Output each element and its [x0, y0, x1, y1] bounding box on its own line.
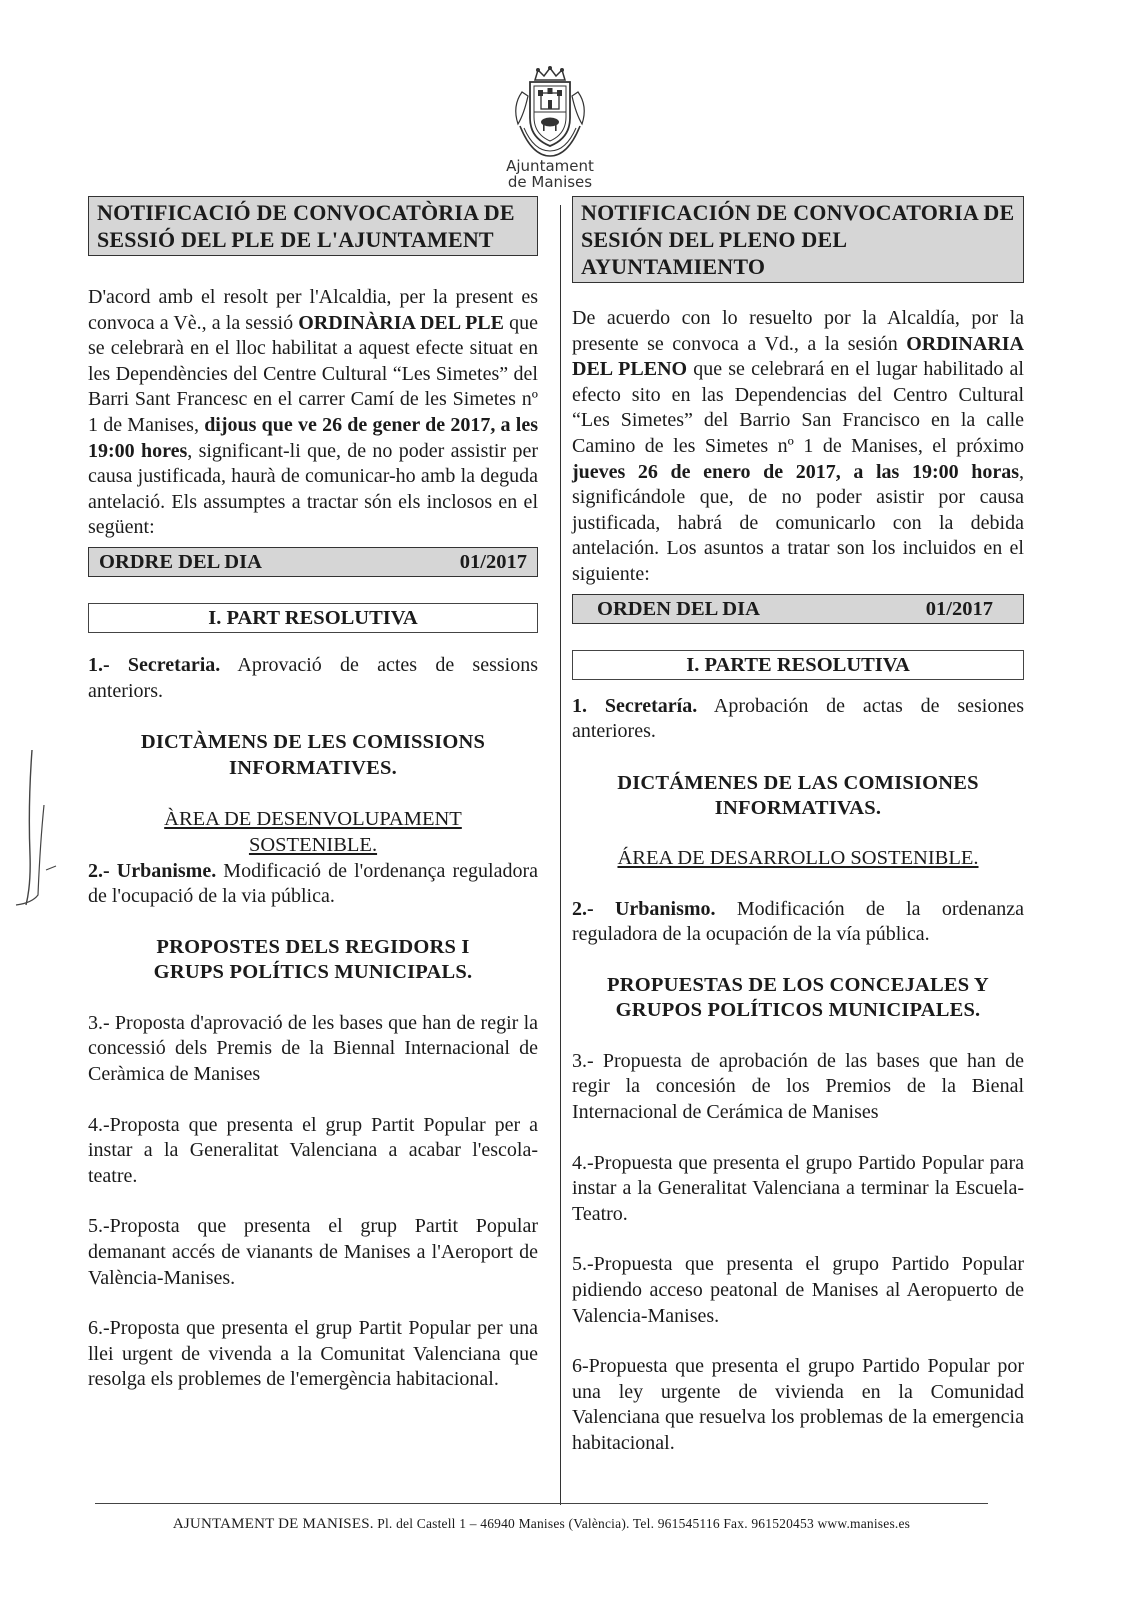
agenda-item-3: 3.- Proposta d'aprovació de les bases que han de regir la concessió dels Premis de la Biennal Internacional de Ceràmica de Manises [88, 1011, 538, 1086]
heading-line-1: PROPOSTES DELS REGIDORS I [156, 935, 470, 958]
heading-line-1: PROPUESTAS DE LOS CONCEJALES Y [607, 973, 989, 996]
item-department: Urbanisme. [116, 859, 217, 882]
notification-title [572, 196, 1024, 283]
agenda-item-5: 5.-Propuesta que presenta el grupo Partido Popular pidiendo acceso peatonal de Manises al Aeropuerto de Valencia-Manises. [572, 1253, 1024, 1327]
agenda-item-6: 6-Propuesta que presenta el grupo Partido Popular por una ley urgente de vivienda en la Comunidad Valenciana que resuelva los problemas de la emergencia habitacional. [572, 1355, 1024, 1454]
agenda-item-6: 6.-Proposta que presenta el grup Partit Popular per una llei urgent de vivenda a la Comunitat Valenciana que resolga els problemes de l'emergència habitacional. [88, 1317, 538, 1391]
section-heading-propostes [88, 935, 538, 986]
item-department: Secretaria. [127, 653, 221, 676]
heading-line-2: INFORMATIVAS. [714, 797, 882, 820]
heading-line-2: GRUPOS POLÍTICOS MUNICIPALES. [615, 999, 981, 1022]
coat-of-arms-icon [508, 66, 592, 158]
item-department: Urbanismo. [614, 897, 716, 920]
session-date: jueves 26 de enero de 2017, a las 19:00 horas [572, 460, 1019, 483]
agenda-item-4: 4.-Propuesta que presenta el grupo Partido Popular para instar a la Generalitat Valenciana a terminar la Escuela-Teatro. [572, 1151, 1024, 1225]
heading-line-1: DICTÁMENES DE LAS COMISIONES [617, 771, 979, 794]
agenda-label: ORDRE DEL DIA [99, 550, 262, 573]
logo-line-1: Ajuntament [506, 157, 594, 175]
agenda-item-3: 3.- Propuesta de aprobación de las bases que han de regir la concesión de los Premios de la Bienal Internacional de Cerámica de Manises [572, 1049, 1024, 1124]
item-number: 1. [572, 694, 605, 717]
agenda-item-4: 4.-Proposta que presenta el grup Partit Popular per a instar a la Generalitat Valenciana a acabar l'escola-teatre. [88, 1113, 538, 1187]
footer [95, 1514, 988, 1534]
intro-text-c: , significant-li que, de no poder assistir per causa justificada, haurà de comunicar-ho amb la deguda antelació. Els assumptes a tractar són els inclosos en el següent: [88, 439, 538, 539]
intro-paragraph [88, 285, 538, 541]
municipal-logo [505, 66, 595, 190]
item-number: 1.- [88, 653, 128, 676]
agenda-item-2 [88, 859, 538, 910]
notification-title [88, 196, 538, 256]
title-line-1: NOTIFICACIÓN DE CONVOCATORIA DE [581, 200, 1015, 225]
part-label: I. PART RESOLUTIVA [88, 603, 538, 633]
session-type: ORDINARIA DEL PLENO [572, 332, 1024, 381]
column-divider [560, 205, 561, 1505]
agenda-label: ORDEN DEL DIA [597, 597, 760, 620]
item-text: Modificación de la ordenanza reguladora de la ocupación de la vía pública. [572, 897, 1024, 946]
logo-line-2: de Manises [507, 173, 593, 191]
footer-org: AJUNTAMENT DE MANISES. [172, 1516, 374, 1532]
item-text: Modificació de l'ordenança reguladora de l'ocupació de la via pública. [88, 859, 538, 908]
area-line-1: ÁREA DE DESARROLLO SOSTENIBLE. [617, 846, 979, 869]
session-date: dijous que ve 26 de gener de 2017, a les 19:00 hores [88, 413, 538, 462]
area-heading [88, 807, 538, 858]
heading-line-2: GRUPS POLÍTICS MUNICIPALS. [153, 961, 473, 984]
session-type: ORDINÀRIA DEL PLE [298, 311, 504, 334]
intro-text-a: De acuerdo con lo resuelto por la Alcaldía, por la presente se convoca a Vd., a la sesión [572, 307, 1024, 355]
agenda-number: 01/2017 [925, 597, 993, 620]
title-line-2: SESIÓN DEL PLENO DEL AYUNTAMIENTO [581, 227, 847, 279]
title-line-1: NOTIFICACIÓ DE CONVOCATÒRIA DE [97, 200, 515, 225]
agenda-box [572, 594, 1024, 624]
area-line-2: SOSTENIBLE. [248, 833, 378, 856]
section-heading-propuestas [572, 973, 1024, 1024]
item-department: Secretaría. [604, 694, 698, 717]
section-heading-dictamens [88, 730, 538, 781]
item-number: 2.- [88, 859, 117, 882]
part-label: I. PARTE RESOLUTIVA [572, 650, 1024, 680]
intro-text-c: , significándole que, de no poder asistir por causa justificada, habrá de comunicarlo con la debida antelación. Los asuntos a tratar son los incluidos en el siguiente: [572, 460, 1024, 585]
item-number: 2.- [572, 897, 615, 920]
heading-line-2: INFORMATIVES. [229, 756, 397, 779]
intro-text-a: D'acord amb el resolt per l'Alcaldia, per la present es convoca a Vè., a la sessió [88, 286, 538, 334]
footer-rule [95, 1503, 988, 1504]
spanish-column [572, 196, 1024, 1457]
title-line-2: SESSIÓ DEL PLE DE L'AJUNTAMENT [97, 227, 494, 252]
intro-text-b: que se celebrarà en el lloc habilitat a aquest efecte situat en les Dependències del Centre Cultural “Les Simetes” del Barri Sant Francesc en el carrer Camí de les Simetes nº 1 de Manises, [88, 311, 538, 436]
agenda-item-1 [572, 694, 1024, 745]
intro-text-b: que se celebrará en el lugar habilitado al efecto sito en las Dependencias del Centro Cultural “Les Simetes” del Barrio San Francisco en la calle Camino de les Simetes nº 1 de Manises, el próximo [572, 358, 1024, 457]
valencian-column [88, 196, 538, 1393]
agenda-item-2 [572, 897, 1024, 948]
footer-details: Pl. del Castell 1 – 46940 Manises (València). Tel. 961545116 Fax. 961520453 www.manises.es [373, 1516, 911, 1531]
agenda-item-5: 5.-Proposta que presenta el grup Partit Popular demanant accés de vianants de Manises a l'Aeroport de València-Manises. [88, 1215, 538, 1289]
agenda-number: 01/2017 [459, 550, 527, 573]
item-text: Aprobación de actas de sesiones anteriores. [572, 694, 1024, 743]
item-text: Aprovació de actes de sessions anteriors. [88, 653, 538, 702]
signature-mark [10, 745, 60, 915]
agenda-box [88, 547, 538, 577]
area-heading [572, 846, 1024, 872]
area-line-1: ÀREA DE DESENVOLUPAMENT [164, 808, 462, 831]
section-heading-dictamenes [572, 771, 1024, 822]
agenda-item-1 [88, 653, 538, 704]
heading-line-1: DICTÀMENS DE LES COMISSIONS [140, 731, 486, 754]
intro-paragraph [572, 306, 1024, 588]
